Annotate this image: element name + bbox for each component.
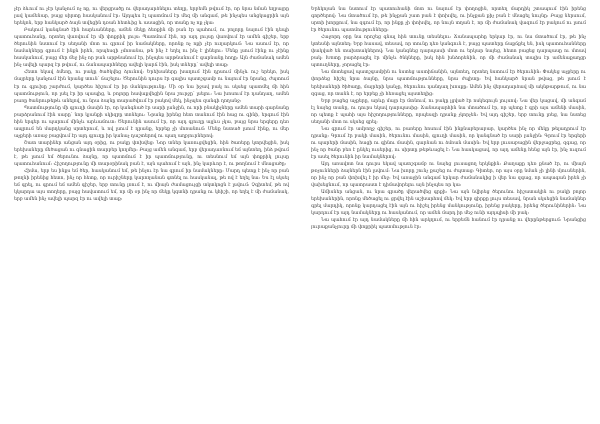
left-text-column [14,6,289,420]
right-text-column [311,6,586,420]
paragraph: Նա պահում էր այդ նամակները մի հին արկղում, ու երբեմն հանում էր դրանք ու վերընթերցում։ Նրանցից յուրաքանչյուրը մի փոքրիկ պատմություն էր։ [311,218,586,231]
paragraph: Երեկոյան նա նստում էր պատուհանի մոտ ու նայում էր փողոցին, որտեղ մարդիկ շտապում էին իրենց գործերով։ Նա մտածում էր, թե ինչքան շատ բան է փոխվել, ու ինչքան քիչ բան է մնացել նույնը։ Բայց ներսում, սրտի խորքում, նա զգում էր, որ ինքը չի փոխվել, որ նույն տղան է, որ մի ժամանակ վազում էր բակում ու լսում էր ծերունու պատմությունները։ [311,7,586,34]
paragraph: Հաջորդ օրը նա որոշեց գնալ հին տունը տեսնելու։ Ճանապարհը երկար էր, ու նա մտածում էր, թե ինչ կտեսնի այնտեղ։ Երբ հասավ, տեսավ, որ տունը դեռ կանգուն է, բայց պատերը ճաքճքել են, իսկ պատուհանները փակված են տախտակներով։ Նա կանգնեց դարպասի մոտ ու երկար նայեց, հետո բացեց դարպասը ու մտավ բակ։ Խոտը բարձրացել էր մինչև ծնկները, իսկ հին խնձորենին, որ մի ժամանակ տալիս էր ամենաքաղցր պտուղները, չորացել էր։ [311,35,586,69]
paragraph: Հետո եկավ ձմեռը, ու բակը ծածկվեց ձյունով։ Երեխաները խաղում էին դրսում մինչև ուշ երեկո, իսկ մայրերը կանչում էին նրանց տուն՝ ճաշելու։ Ծերունին դուրս էր գալիս պատշգամբ ու նայում էր նրանց, ժպտում էր ու գլուխը շարժում, կարծես հիշում էր իր մանկությունը։ Մի օր նա իջավ բակ ու սկսեց պատմել մի հին պատմություն, որ լսել էր իր պապից, և բոլորը հավաքվեցին նրա շուրջը՝ լսելու։ Նա խոսում էր դանդաղ, ամեն բառը ծանրութեթև անելով, ու նրա ձայնը տարածվում էր բակով մեկ, ինչպես զանգի ղողանջ։ [14,70,289,104]
paragraph: Շատ տարիներ անցան այդ օրից, ու բակը փոխվեց։ Նոր տներ կառուցվեցին, հին ծառերը կտրվեցին, իսկ երեխաները մեծացան ու գնացին տարբեր կողմեր։ Բայց ամեն անգամ, երբ վերադառնում եմ այնտեղ, ինձ թվում է, թե լսում եմ ծերունու ձայնը, որ պատմում է իր պատմությունը, ու տեսնում եմ այն փոքրիկ լույսը պատուհանում։ Հիշողությունը մի տարօրինակ բան է, այն պահում է այն, ինչ կարևոր է, ու թողնում է մնացածը։ [14,140,289,168]
paragraph: չէր ձևում ու չէր կանչում ոչ ոք, ու վերցրածը ու վերադարձնելու տեղը, երբեմն թվում էր, որ նրա նման եղբայրը լավ կամենար, բայց սիրտը հասկանում էր։ Այդպես էլ պատմում էր մեզ մի անգամ, թե ինչպես անցկացրին այն երեկոն, երբ հանկարծ ձայն տվեցին դռան հետևից և ասացին, որ տանը ոչ ոք չկա։ [14,7,289,27]
paragraph: Հիմա, երբ ես ինքս եմ ծեր, հասկանում եմ, թե ինչու էր նա գրում իր նամակները։ Մարդ պետք է ինչ որ բան թողնի իրենից հետո, ինչ որ հետք, որ ուրիշները կարողանան գտնել ու հասկանալ, թե ով է եղել նա։ Ես էլ սկսել եմ գրել, ու գրում եմ ամեն գիշեր, երբ տունը լռում է, ու միայն ժամացույցի տկտկոցն է լսվում։ Չգիտեմ, թե ով կկարդա այս տողերը, բայց հավատում եմ, որ մի օր ինչ որ մեկը կգտնի դրանք ու կհիշի, որ եղել է մի ժամանակ, երբ ամեն ինչ ավելի պարզ էր ու ավելի տաք։ [14,169,289,203]
paragraph: Այդ առավոտ նա դուրս եկավ պատշգամբ ու նայեց լուսացող երկնքին։ Քաղաքը դեռ քնած էր, ու միայն թռչունների ձայներն էին լսվում։ Նա խորը շունչ քաշեց ու ժպտաց։ Գիտեր, որ այս օրը նման չի լինի մյուսներին, որ ինչ որ բան փոխվել է իր մեջ։ Եվ առաջին անգամ երկար ժամանակից ի վեր նա զգաց, որ ապագան իրեն չի վախեցնում, որ պատրաստ է դիմավորելու այն ինչպես որ կա։ [311,162,586,189]
paragraph: Ամիսներ անցան, ու նրա գրածը վերածվեց գրքի։ Նա այն նվիրեց ծերունու հիշատակին ու բակի բոլոր երեխաներին, որոնք մեծացել ու ցրվել էին աշխարհով մեկ։ Եվ երբ գիրքը լույս տեսավ, նրան սկսեցին նամակներ գրել մարդիկ, որոնք կարդացել էին այն ու հիշել իրենց մանկությունը, իրենց բակերը, իրենց ծերունիներին։ Նա կարդում էր այդ նամակները ու հասկանում, որ ամեն մարդ իր մեջ ունի այդպիսի մի բակ։ [311,190,586,217]
paragraph: Երբ բացեց աչքերը, արևը մայր էր մտնում, ու բակը լցված էր ոսկեգույն լույսով։ Նա վեր կացավ, մի անգամ էլ նայեց տանը, ու դուրս եկավ դարպասից։ Ճանապարհին նա մտածում էր, որ պետք է գրի այս ամենի մասին, որ պետք է պահի այս հիշողությունները, որպեսզի դրանք չկորչեն։ Եվ այդ գիշեր, երբ տունը լռեց, նա նստեց սեղանի մոտ ու սկսեց գրել։ [311,98,586,125]
paragraph: Պատմությունը մի գյուղի մասին էր, որ կանգնած էր սարի լանջին, ու որի բնակիչները ամեն տարի գարնանը բարձրանում էին սարը՝ նոր կյանքի սկիզբը տոնելու։ Նրանք իրենց հետ տանում էին հաց ու գինի, երգում էին հին երգեր ու պարում մինչև արևամուտ։ Ծերունին ասում էր, որ այդ գյուղը այլևս չկա, բայց նրա երգերը դեռ ապրում են մարդկանց սրտերում, և ով լսում է դրանք, երբեք չի մոռանում։ Մենք նստած լսում էինք, ու մեր աչքերի առաջ բացվում էր այդ գյուղը իր կանաչ դաշտերով ու պաղ աղբյուրներով։ [14,105,289,139]
paragraph: Բակում կանգնած էին հարևանները, ամեն մեկը ձեռքին մի բան էր պահում, ու բոլորը նայում էին դեպի պատուհանը, որտեղ վառվում էր մի փոքրիկ լույս։ Պատմում էին, որ այդ լույսը վառվում էր ամեն գիշեր, երբ ծերունին նստում էր սեղանի մոտ ու գրում իր նամակները, որոնք ոչ ոքի չէր ուղարկում։ Նա ասում էր, որ նամակները գրում է ինքն իրեն, որպեսզի չմոռանա, թե ինչ է եղել ու ինչ է լինելու։ Մենք լսում էինք ու չէինք հասկանում, բայց մեր մեջ ինչ որ բան արթնանում էր, ինչպես արթնանում է գարնանը հողը։ Այն ժամանակ ամեն ինչ ավելի պարզ էր թվում, ու ճանապարհները ավելի կարճ էին, իսկ տները՝ ավելի տաք։ [14,28,289,69]
paragraph: Նա գրում էր ամբողջ գիշեր, ու բառերը հոսում էին ինքնաբերաբար, կարծես ինչ որ մեկը թելադրում էր դրանք։ Գրում էր բակի մասին, ծերունու մասին, գյուղի մասին, որ կանգնած էր սարի լանջին։ Գրում էր երգերի ու պարերի մասին, հացի ու գինու մասին, գարնան ու ձմռան մասին։ Եվ երբ լուսաբացին վերջացրեց, զգաց, որ ինչ որ ծանր բեռ է ընկել ուսերից, ու սիրտը թեթևացել է։ Նա հասկացավ, որ այդ ամենը հենց այն էր, ինչ ուզում էր ասել ծերունին իր նամակներով։ [311,126,586,160]
paragraph: Նա մոտեցավ պատշգամբին ու նստեց աստիճանին, այնտեղ, որտեղ նստում էր ծերունին։ Փակեց աչքերը ու փորձեց հիշել նրա ձայնը, նրա պատմությունները, նրա ժպիտը։ Եվ հանկարծ նրան թվաց, թե լսում է երեխաների ծիծաղը, մայրերի կանչը, ծերունու դանդաղ խոսքը։ Ամեն ինչ վերադարձավ մի ակնթարթում, ու նա զգաց, որ տանն է, որ երբեք չի հեռացել այստեղից։ [311,70,586,97]
